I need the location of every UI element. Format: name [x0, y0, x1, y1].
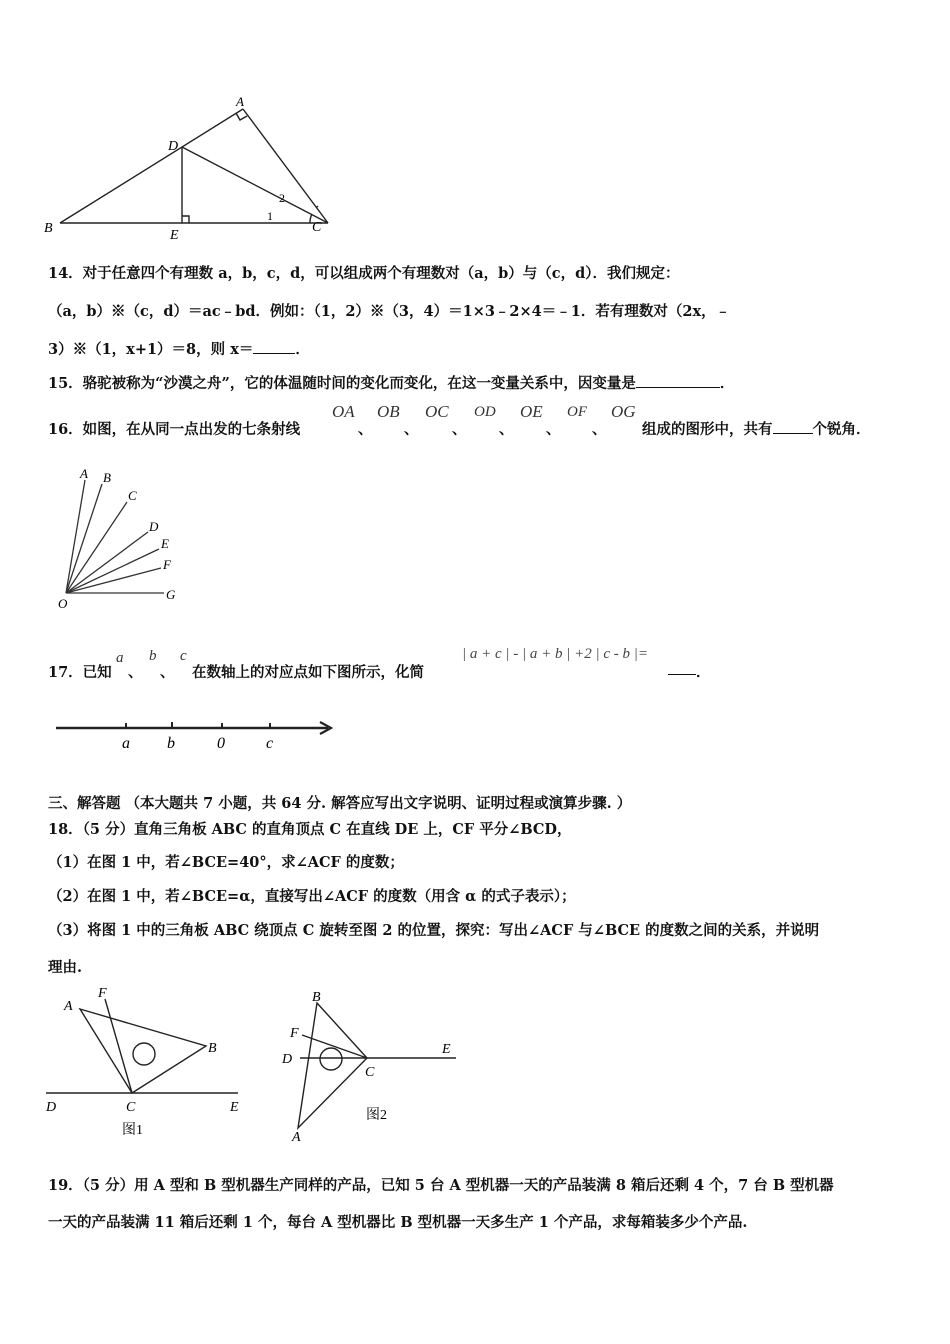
q14-line-2: （a，b）※（c，d）＝ac﹣bd．例如：（1，2）※（3，4）＝1×3﹣2×4＝﹣1．若有理数对（2x，﹣ — [48, 303, 731, 320]
fig2-label-a: A — [292, 1130, 301, 1145]
q18-part-2: （2）在图 1 中，若∠BCE=α，直接写出∠ACF 的度数（用含 α 的式子表示）； — [48, 888, 576, 905]
ray-sep-5: 、 — [546, 421, 561, 438]
q17-end: ． — [696, 664, 711, 681]
fig2-label-e: E — [442, 1042, 451, 1057]
label-angle-2: 2 — [279, 191, 285, 205]
fig2-caption: 图2 — [366, 1108, 387, 1123]
section-3-title: 三、解答题 （本大题共 7 小题，共 64 分. 解答应写出文字说明、证明过程或演算步骤. ） — [48, 795, 632, 812]
var-b: b — [149, 648, 157, 664]
q18-part-1: （1）在图 1 中，若∠BCE=40°，求∠ACF 的度数； — [48, 854, 404, 871]
fig1-label-d: D — [46, 1100, 57, 1115]
q17-expression: | a + c | - | a + b | +2 | c - b |= — [462, 646, 649, 662]
label-d: D — [168, 139, 179, 154]
answer-blank-17[interactable] — [668, 662, 696, 675]
label-e: E — [170, 228, 179, 243]
fig1-label-a: A — [64, 999, 73, 1014]
var-sep-2: 、 — [160, 664, 175, 681]
ray-oc: OC — [425, 402, 449, 421]
fig2-label-d: D — [282, 1052, 293, 1067]
nl-label-b: b — [167, 735, 175, 752]
ray-of: OF — [567, 404, 587, 420]
q16-prefix: 16．如图，在从同一点出发的七条射线 — [48, 421, 301, 438]
triangle-hole-2 — [320, 1048, 342, 1070]
q15-text: 15．骆驼被称为“沙漠之舟”，它的体温随时间的变化而变化，在这一变量关系中，因变量是 — [48, 375, 636, 392]
var-a: a — [116, 650, 124, 666]
fig1-label-c: C — [126, 1100, 136, 1115]
answer-blank-14[interactable] — [253, 341, 295, 354]
q15-end: ． — [719, 375, 735, 392]
q14-line-3-text: 3）※（1，x+1）＝8，则 x＝ — [48, 341, 254, 358]
ray-label-d: D — [149, 519, 159, 534]
ray-og: OG — [611, 402, 636, 421]
label-c: C — [312, 220, 322, 235]
figure-1 — [42, 982, 252, 1142]
ray-label-g: G — [166, 587, 176, 602]
q17-prefix: 17．已知 — [48, 664, 112, 681]
ray-sep-4: 、 — [499, 421, 514, 438]
var-c: c — [180, 648, 187, 664]
q19-line-2: 一天的产品装满 11 箱后还剩 1 个，每台 A 型机器比 B 型机器一天多生产 1 个产品，求每箱装多少个产品. — [48, 1214, 748, 1231]
q18-stem: 18．（5 分）直角三角板 ABC 的直角顶点 C 在直线 DE 上，CF 平分∠BCD， — [48, 821, 572, 838]
label-b: B — [44, 221, 53, 236]
right-angle-mark-a — [236, 113, 247, 120]
var-sep-1: 、 — [128, 664, 143, 681]
right-angle-mark-e — [182, 216, 189, 223]
q16-suffix — [642, 418, 871, 439]
q15-line — [48, 372, 734, 393]
q17-middle: 在数轴上的对应点如下图所示，化简 — [192, 664, 424, 681]
fig1-label-f: F — [98, 986, 107, 1001]
number-line — [52, 712, 342, 754]
ray-label-a: A — [80, 466, 88, 481]
label-a: A — [236, 94, 244, 109]
ray-line-e — [66, 549, 159, 593]
ray-label-b: B — [103, 470, 111, 485]
ray-label-c: C — [128, 488, 137, 503]
nl-label-c: c — [266, 735, 274, 752]
ray-label-f: F — [163, 557, 171, 572]
fig2-label-c: C — [365, 1065, 375, 1080]
ray-line-b — [66, 484, 102, 593]
q19-line-1: 19．（5 分）用 A 型和 B 型机器生产同样的产品，已知 5 台 A 型机器一天的产品装满 8 箱后还剩 4 个，7 台 B 型机器 — [48, 1177, 834, 1194]
ray-line-d — [66, 532, 148, 593]
figure-2 — [280, 985, 465, 1145]
segment-cf — [105, 999, 132, 1093]
ray-od: OD — [474, 404, 496, 420]
fig1-label-b: B — [208, 1041, 217, 1056]
segment-ac — [243, 109, 328, 223]
q16-suffix-text: 组成的图形中，共有 — [642, 421, 773, 438]
ray-sep-2: 、 — [404, 421, 419, 438]
fig2-label-f: F — [290, 1026, 299, 1041]
answer-blank-15[interactable] — [636, 375, 720, 388]
q18-part-3-line-1: （3）将图 1 中的三角板 ABC 绕顶点 C 旋转至图 2 的位置，探究：写出∠ACF 与∠BCE 的度数之间的关系，并说明 — [48, 922, 820, 939]
ray-ob: OB — [377, 402, 400, 421]
nl-label-a: a — [122, 735, 130, 752]
ray-sep-6: 、 — [592, 421, 607, 438]
q14-line-1: 14．对于任意四个有理数 a，b，c，d，可以组成两个有理数对（a，b）与（c，d）．我们规定： — [48, 265, 680, 282]
answer-blank-16[interactable] — [773, 421, 813, 434]
q16-suffix-end: 个锐角． — [812, 421, 871, 438]
rays-figure — [52, 462, 192, 612]
q14-line-3 — [48, 338, 310, 359]
triangle-abc-2 — [298, 1003, 367, 1128]
q14-line-3-end: ． — [295, 341, 310, 358]
segment-dc — [182, 147, 328, 223]
ray-line-a — [66, 480, 85, 593]
segment-ba — [60, 109, 243, 223]
fig2-label-b: B — [312, 990, 321, 1005]
q18-part-3-line-2: 理由. — [48, 959, 83, 976]
ray-oa: OA — [332, 402, 355, 421]
fig1-label-e: E — [230, 1100, 239, 1115]
label-angle-1: 1 — [267, 209, 273, 223]
nl-label-zero: 0 — [217, 735, 225, 752]
ray-label-o: O — [58, 596, 68, 611]
triangle-figure — [40, 92, 340, 244]
fig1-caption: 图1 — [122, 1123, 143, 1138]
triangle-hole — [133, 1043, 155, 1065]
ray-oe: OE — [520, 402, 543, 421]
ray-label-e: E — [161, 536, 169, 551]
triangle-abc — [80, 1009, 206, 1093]
ray-sep-3: 、 — [452, 421, 467, 438]
ray-sep-1: 、 — [358, 421, 373, 438]
